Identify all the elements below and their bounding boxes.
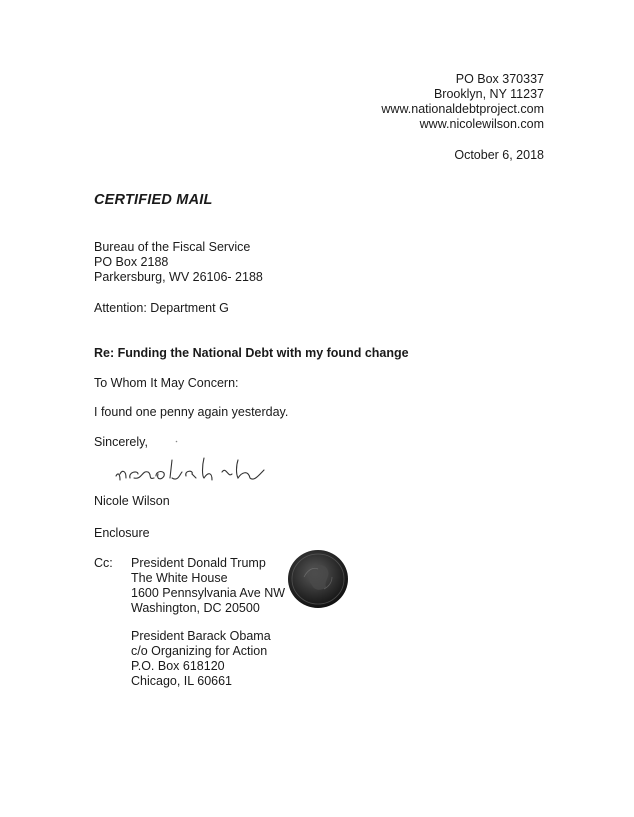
handwritten-signature [112, 452, 272, 492]
sender-city-state-zip: Brooklyn, NY 11237 [433, 87, 544, 101]
cc-recipient-line: Chicago, IL 60661 [131, 674, 233, 688]
certified-mail-heading: CERTIFIED MAIL [94, 192, 213, 208]
cc-recipient [131, 556, 285, 616]
sender-website-1: www.nationaldebtproject.com [381, 102, 544, 116]
cc-recipient-line: 1600 Pennsylvania Ave NW [131, 586, 286, 600]
penny-coin-icon [284, 547, 352, 611]
recipient-name: Bureau of the Fiscal Service [94, 240, 251, 254]
letter-date: October 6, 2018 [454, 148, 544, 162]
cc-recipient-line: P.O. Box 618120 [131, 659, 225, 673]
closing: Sincerely, [94, 435, 148, 449]
recipient-po-box: PO Box 2188 [94, 255, 169, 269]
sender-po-box: PO Box 370337 [455, 72, 544, 86]
cc-recipient-name: President Barack Obama [131, 629, 271, 643]
salutation: To Whom It May Concern: [94, 376, 239, 390]
cc-recipient-line: Washington, DC 20500 [131, 601, 260, 615]
enclosure-note: Enclosure [94, 526, 150, 540]
cc-recipient-line: The White House [131, 571, 228, 585]
cc-label: Cc: [94, 556, 113, 570]
cc-recipient-line: c/o Organizing for Action [131, 644, 268, 658]
signer-name: Nicole Wilson [94, 494, 170, 508]
cc-recipient [131, 629, 271, 689]
letter-body: I found one penny again yesterday. [94, 405, 289, 419]
subject-line: Re: Funding the National Debt with my found change [94, 346, 409, 360]
attention-line: Attention: Department G [94, 301, 229, 315]
recipient-city-state-zip: Parkersburg, WV 26106- 2188 [94, 270, 263, 284]
recipient-address [94, 240, 263, 285]
cc-recipient-name: President Donald Trump [131, 556, 266, 570]
ink-speck [175, 440, 178, 443]
sender-website-2: www.nicolewilson.com [419, 117, 544, 131]
sender-address [381, 72, 544, 132]
